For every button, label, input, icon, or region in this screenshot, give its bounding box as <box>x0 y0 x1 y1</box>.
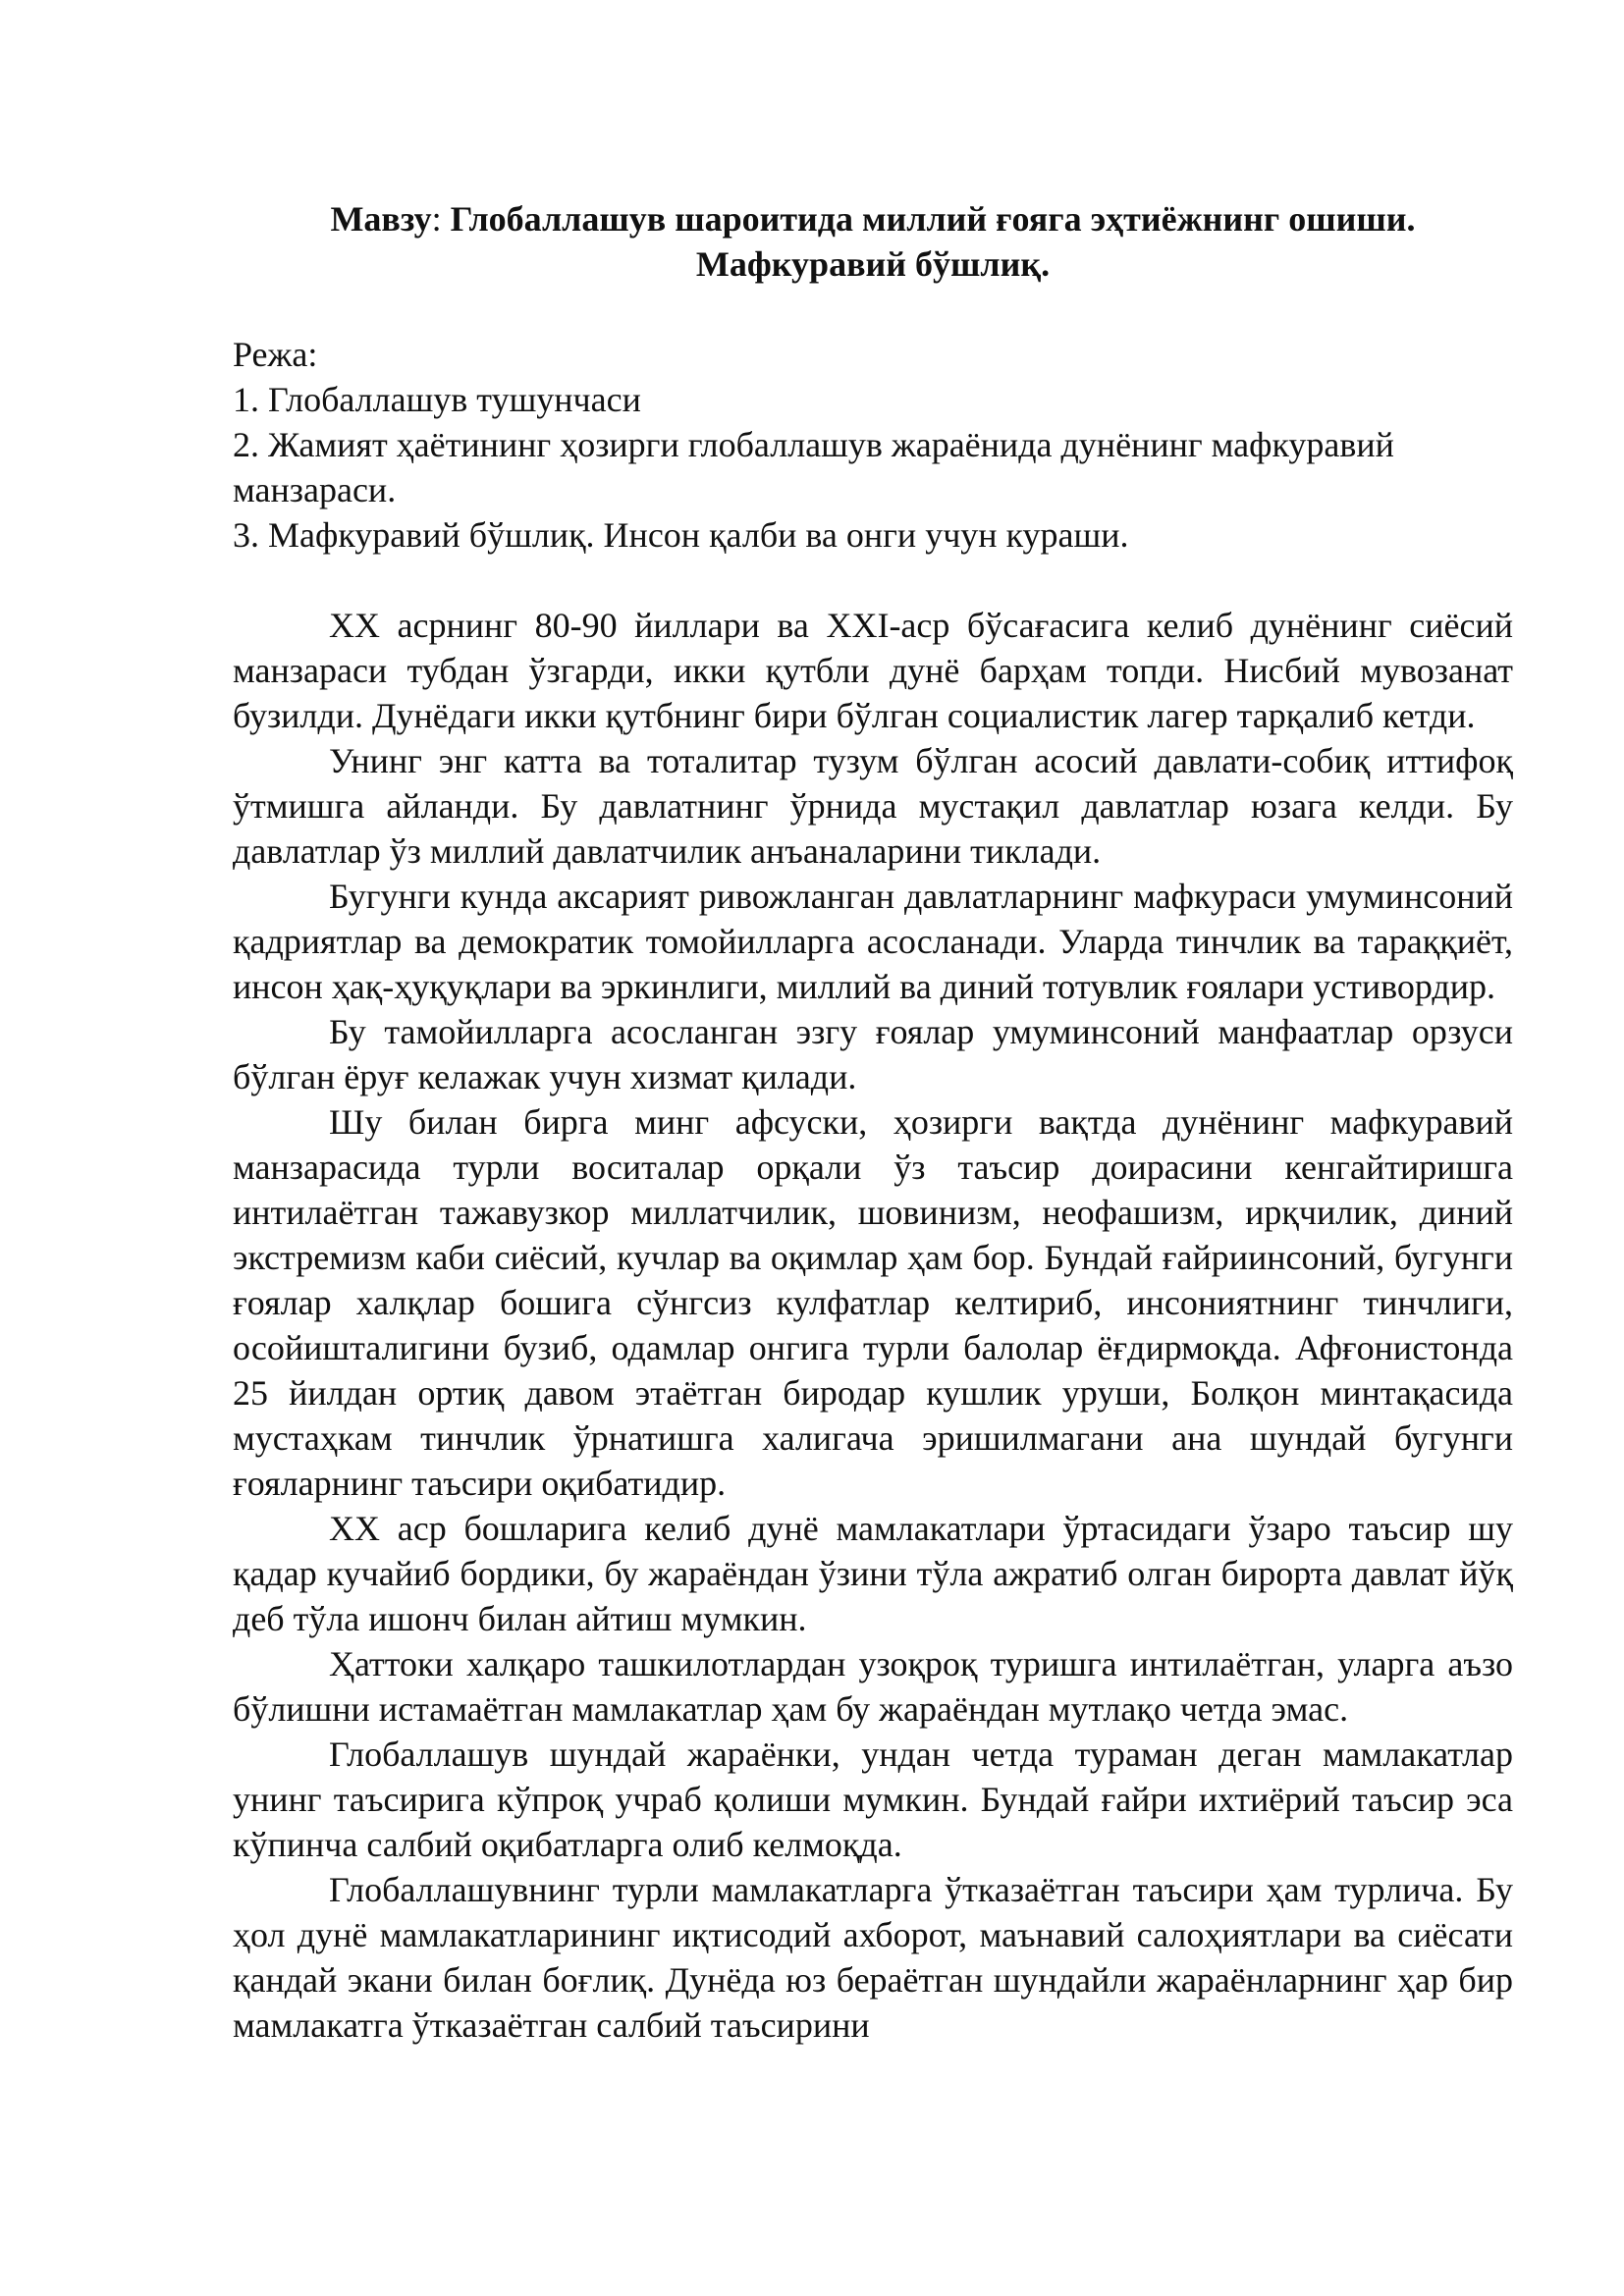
title-label: Мавзу <box>330 199 432 239</box>
paragraph: Ҳаттоки халқаро ташкилотлардан узоқроқ туришга интилаётган, уларга аъзо бўлишни истамаётган мамлакатлар ҳам бу жараёндан мутлақо четда эмас. <box>233 1644 1513 1729</box>
title-colon: : <box>431 199 442 239</box>
plan-item: 3. Мафкуравий бўшлиқ. Инсон қалби ва онги учун кураши. <box>233 515 1129 555</box>
paragraph: Глобаллашув шундай жараёнки, ундан четда тураман деган мамлакатлар унинг таъсирига кўпроқ учраб қолиши мумкин. Бундай ғайри ихтиёрий таъсир эса кўпинча салбий оқибатларга олиб келмоқда. <box>233 1735 1513 1864</box>
plan-heading: Режа: <box>233 335 318 374</box>
plan-item: 1. Глобаллашув тушунчаси <box>233 380 641 419</box>
plan-item: 2. Жамият ҳаётининг ҳозирги глобаллашув жараёнида дунёнинг мафкуравий манзараси. <box>233 425 1394 509</box>
paragraph: Унинг энг катта ва тоталитар тузум бўлган асосий давлати-собиқ иттифоқ ўтмишга айланди. Бу давлатнинг ўрнида мустақил давлатлар юзага келди. Бу давлатлар ўз миллий давлатчилик анъаналарини тиклади. <box>233 741 1513 871</box>
paragraph: Бу тамойилларга асосланган эзгу ғоялар умуминсоний манфаатлар орзуси бўлган ёруғ келажак учун хизмат қилади. <box>233 1012 1513 1096</box>
title-line-1 <box>233 196 1513 241</box>
paragraph: Глобаллашувнинг турли мамлакатларга ўтказаётган таъсири ҳам турлича. Бу ҳол дунё мамлакатларининг иқтисодий ахборот, маънавий салоҳиятлари ва сиёсати қандай экани билан боғлиқ. Дунёда юз бераётган шундайли жараёнларнинг ҳар бир мамлакатга ўтказаётган салбий таъсирини <box>233 1870 1513 2045</box>
paragraph: Бугунги кунда аксарият ривожланган давлатларнинг мафкураси умуминсоний қадриятлар ва демократик томойилларга асосланади. Уларда тинчлик ва тараққиёт, инсон ҳақ-ҳуқуқлари ва эркинлиги, миллий ва диний тотувлик ғоялари устивордир. <box>233 877 1513 1006</box>
plan-section <box>233 332 1513 558</box>
title-line-2: Мафкуравий бўшлиқ. <box>695 244 1051 284</box>
title-text-line-1: Глобаллашув шароитида миллий ғояга эҳтиёжнинг ошиши. <box>450 199 1416 239</box>
paragraph: ХХ асрнинг 80-90 йиллари ва ХХI-аср бўсағасига келиб дунёнинг сиёсий манзараси тубдан ўзгарди, икки қутбли дунё барҳам топди. Нисбий мувозанат бузилди. Дунёдаги икки қутбнинг бири бўлган социалистик лагер тарқалиб кетди. <box>233 606 1513 735</box>
document-body <box>233 603 1513 2048</box>
document-title <box>233 196 1513 287</box>
paragraph: ХХ аср бошларига келиб дунё мамлакатлари ўртасидаги ўзаро таъсир шу қадар кучайиб бордики, бу жараёндан ўзини тўла ажратиб олган бирорта давлат йўқ деб тўла ишонч билан айтиш мумкин. <box>233 1509 1513 1638</box>
document-page <box>233 196 1513 2048</box>
paragraph: Шу билан бирга минг афсуски, ҳозирги вақтда дунёнинг мафкуравий манзарасида турли воситалар орқали ўз таъсир доирасини кенгайтиришга интилаётган тажавузкор миллатчилик, шовинизм, неофашизм, ирқчилик, диний экстремизм каби сиёсий, кучлар ва оқимлар ҳам бор. Бундай ғайриинсоний, бугунги ғоялар халқлар бошига сўнгсиз кулфатлар келтириб, инсониятнинг тинчлиги, осойишталигини бузиб, одамлар онгига турли балолар ёғдирмоқда. Афғонистонда 25 йилдан ортиқ давом этаётган биродар кушлик уруши, Болқон минтақасида мустаҳкам тинчлик ўрнатишга халигача эришилмагани ана шундай бугунги ғояларнинг таъсири оқибатидир. <box>233 1102 1513 1503</box>
